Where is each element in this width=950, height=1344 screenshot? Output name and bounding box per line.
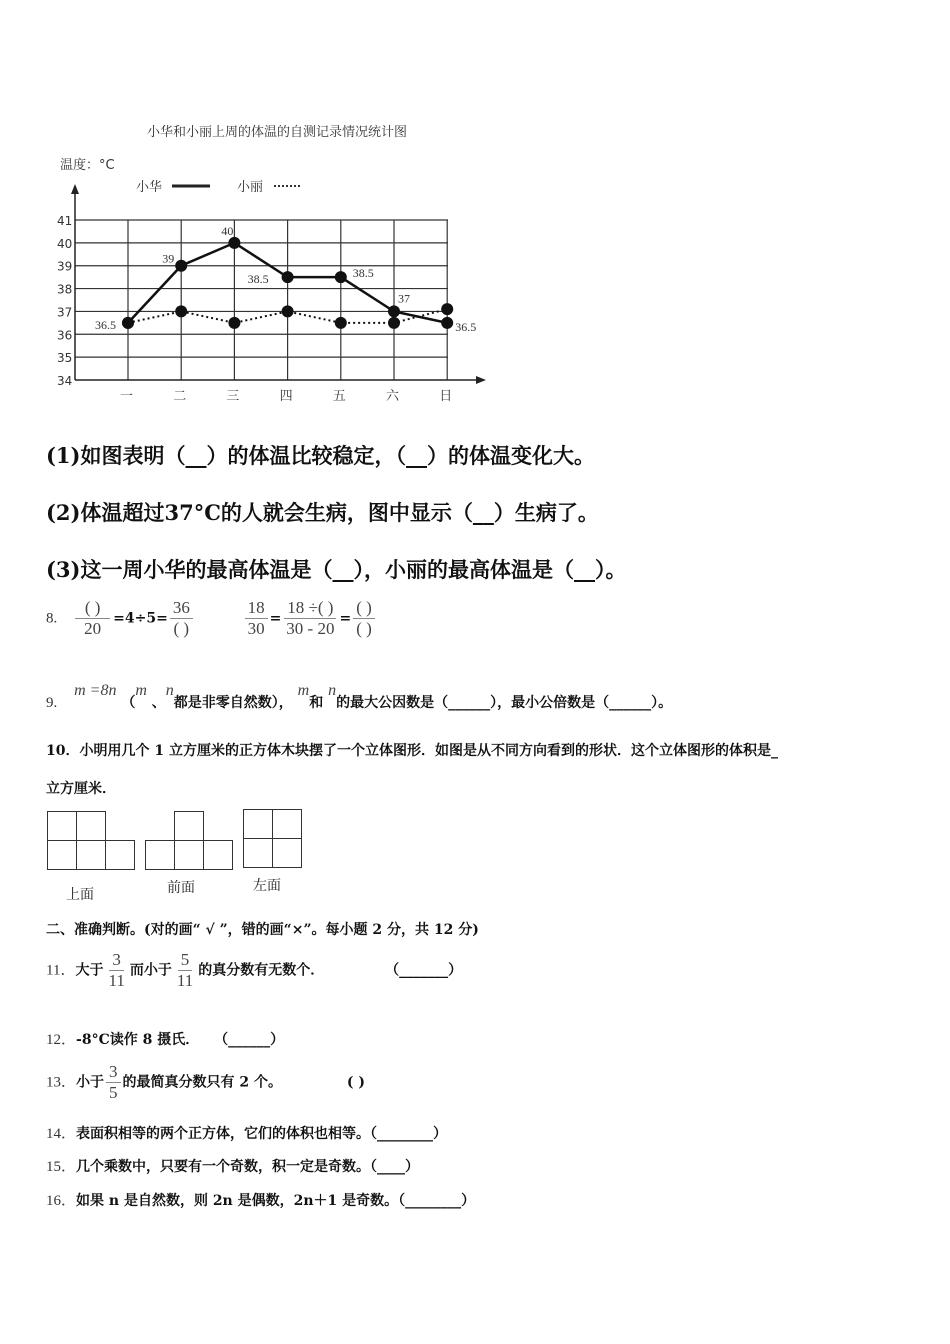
- data-label: 38.5: [247, 272, 269, 287]
- data-point: [282, 305, 294, 317]
- fraction: $\frac{( )}{20}$: [74, 598, 111, 639]
- question-14: 14．表面积相等的两个正方体，它们的体积也相等。（________）: [46, 1126, 448, 1142]
- question-16: 16．如果 n 是自然数，则 2n 是偶数，2n＋1 是奇数。（________）: [46, 1193, 476, 1209]
- data-point: [175, 305, 187, 317]
- fraction: $\frac{36}{( )}$: [170, 598, 193, 639]
- x-tick-label: 六: [386, 389, 400, 404]
- fraction: $\frac{18 \div( )}{30 - 20}$: [286, 598, 335, 638]
- question-2: (2)体温超过37°C的人就会生病，图中显示（__）生病了。: [46, 500, 599, 525]
- question-15: 15．几个乘数中，只要有一个奇数，积一定是奇数。（____）: [46, 1159, 420, 1175]
- legend-label: 小华: [136, 180, 163, 195]
- question-8: 8. $\frac{( )}{20}$ =4÷5= $\frac{36}{( )}$ $\frac{18}{30}$ = $\frac{18 \div( )}{30 - 20}$ = $\frac{( )}{( )}$: [46, 598, 377, 639]
- data-point: [228, 237, 240, 249]
- question-10-line2: 立方厘米．: [46, 781, 116, 797]
- legend-label: 小丽: [237, 180, 264, 195]
- x-tick-label: 日: [439, 389, 453, 404]
- section-2-heading: 二、准确判断。(对的画“ √ ”，错的画“×”。每小题 2 分，共 12 分): [46, 922, 479, 938]
- data-point: [441, 317, 453, 329]
- answer-blank[interactable]: （______）: [214, 1032, 285, 1048]
- y-tick-label: 40: [57, 236, 73, 251]
- data-point: [228, 317, 240, 329]
- y-axis-label: 温度：°C: [60, 158, 115, 173]
- x-tick-label: 四: [279, 389, 293, 404]
- x-axis-arrow: [476, 376, 486, 384]
- y-tick-label: 37: [57, 305, 73, 320]
- y-tick-label: 41: [57, 214, 73, 228]
- question-12: 12．-8°C读作 8 摄氏． （______）: [46, 1032, 285, 1048]
- question-11: 11．大于 $\frac{3}{11}$ 而小于 $\frac{5}{11}$ 的真分数有无数个． （_______）: [46, 950, 463, 990]
- question-1: (1)如图表明（__）的体温比较稳定，（__）的体温变化大。: [46, 443, 595, 468]
- data-point: [175, 260, 187, 272]
- data-point: [122, 317, 134, 329]
- fraction: $\frac{( )}{( )}$: [353, 598, 375, 639]
- data-label: 38.5: [352, 266, 374, 281]
- y-tick-label: 39: [57, 259, 73, 274]
- question-9: 9. m =8n （m 、n都是非零自然数）， m和 n的最大公因数是（______），最小公倍数是（______）。: [46, 682, 673, 711]
- view-label-left: 左面: [253, 878, 281, 894]
- question-10-line1: 10．小明用几个 1 立方厘米的正方体木块摆了一个立体图形．如图是从不同方向看到的形状．这个立体图形的体积是_: [46, 743, 778, 759]
- y-tick-label: 38: [57, 282, 73, 297]
- view-label-front: 前面: [167, 880, 195, 896]
- x-tick-label: 五: [332, 389, 346, 404]
- question-13: 13．小于 $\frac{3}{5}$ 的最简真分数只有 2 个。 ( ): [46, 1062, 366, 1102]
- question-3: (3)这一周小华的最高体温是（__），小丽的最高体温是（__）。: [46, 557, 627, 582]
- data-point: [335, 271, 347, 283]
- data-point: [388, 305, 400, 317]
- data-label: 36.5: [95, 317, 116, 332]
- view-label-top: 上面: [66, 887, 94, 903]
- y-tick-label: 35: [57, 351, 73, 366]
- data-label: 36.5: [455, 319, 477, 334]
- data-label: 39: [162, 251, 175, 266]
- fraction: $\frac{18}{30}$: [245, 598, 268, 639]
- y-tick-label: 36: [57, 328, 73, 343]
- data-point: [282, 271, 294, 283]
- y-axis-arrow: [71, 184, 79, 194]
- data-point: [441, 303, 453, 315]
- data-label: 40: [221, 223, 234, 238]
- answer-blank[interactable]: ( ): [346, 1074, 366, 1091]
- x-tick-label: 一: [120, 389, 134, 404]
- data-point: [388, 317, 400, 329]
- data-label: 37: [398, 291, 410, 306]
- x-tick-label: 三: [226, 389, 240, 404]
- chart-title: 小华和小丽上周的体温的自测记录情况统计图: [147, 125, 408, 140]
- temperature-line-chart: [0, 0, 520, 420]
- x-tick-label: 二: [173, 389, 187, 404]
- y-tick-label: 34: [57, 374, 73, 388]
- answer-blank[interactable]: （_______）: [385, 962, 463, 979]
- data-point: [335, 317, 347, 329]
